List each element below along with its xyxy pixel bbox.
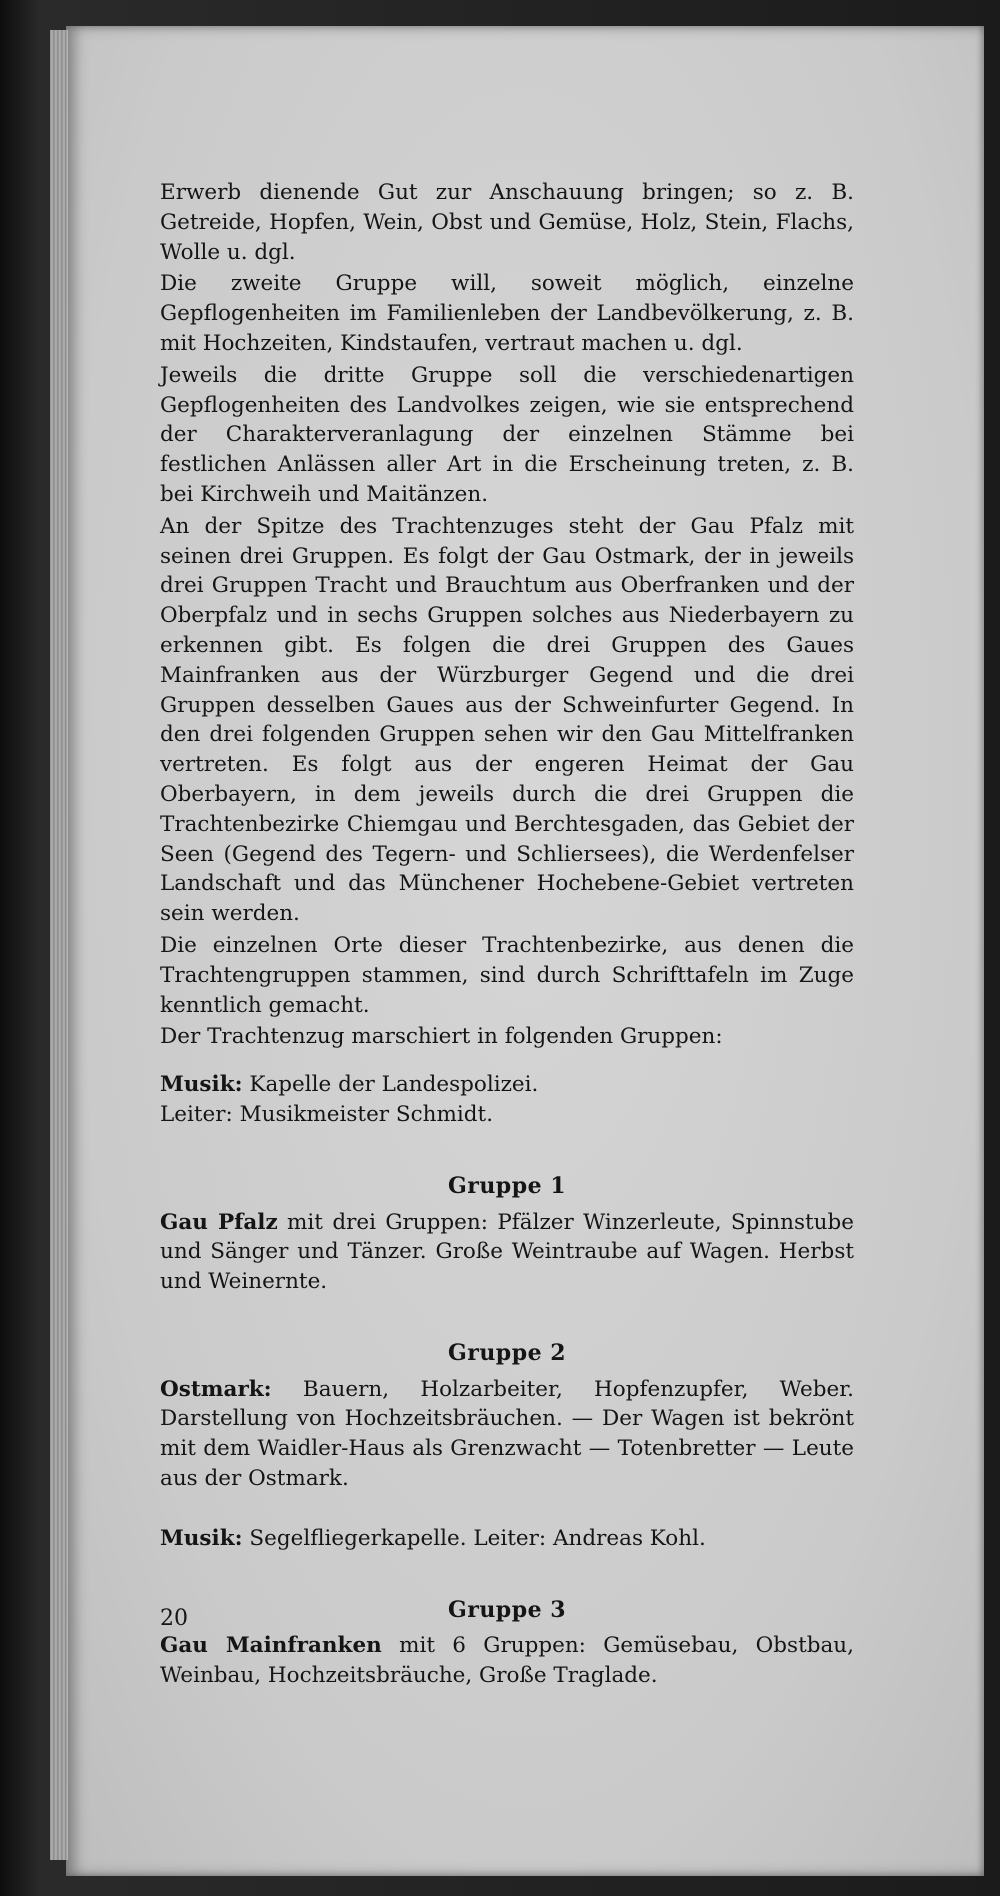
- music-text-2: Segelfliegerkapelle. Leiter: Andreas Kohl.: [249, 1525, 706, 1551]
- group-heading-3: Gruppe 3: [447, 1596, 567, 1623]
- music-label: Musik:: [160, 1072, 243, 1098]
- paragraph-4: An der Spitze des Trachtenzuges steht der Gau Pfalz mit seinen drei Gruppen. Es folgt der Gau Ostmark, der in jeweils drei Gruppen Tracht und Brauchtum aus Oberfranken und der Oberpfalz und in sechs Gruppen solches aus Niederbayern zu erkennen gibt. Es folgen die drei Gruppen des Gaues Mainfranken aus der Würzburger Gegend und die drei Gruppen desselben Gaues aus der Schweinfurter Gegend. In den drei folgenden Gruppen sehen wir den Gau Mittelfranken vertreten. Es folgt aus der engeren Heimat der Gau Oberbayern, in dem jeweils durch die drei Gruppen die Trachtenbezirke Chiemgau und Berchtesgaden, das Gebiet der Seen (Gegend des Tegern- und Schliersees), die Werdenfelser Landschaft und das Münchener Hochebene-Gebiet vertreten sein werden.: [160, 513, 854, 927]
- group-2-body: Bauern, Holzarbeiter, Hopfenzupfer, Weber. Darstellung von Hochzeitsbräuchen. — Der Wagen ist bekrönt mit dem Waidler-Haus als Grenzwacht — Totenbretter — Leute aus der Ostmark.: [160, 1376, 854, 1492]
- leader-line: [160, 1100, 854, 1130]
- group-1-body: mit drei Gruppen: Pfälzer Winzerleute, Spinnstube und Sänger und Tänzer. Große Weintraube auf Wagen. Herbst und Weinernte.: [160, 1209, 854, 1295]
- group-3-text: [160, 1631, 854, 1691]
- group-3-body: mit 6 Gruppen: Gemüsebau, Obstbau, Weinbau, Hochzeitsbräuche, Große Traglade.: [160, 1633, 854, 1689]
- page-edge-stack: [50, 30, 68, 1860]
- paragraph-6: Der Trachtenzug marschiert in folgenden Gruppen:: [160, 1024, 723, 1050]
- music-line: [160, 1070, 854, 1100]
- group-heading-1: Gruppe 1: [447, 1172, 567, 1199]
- paragraph-1: Erwerb dienende Gut zur Anschauung bringen; so z. B. Getreide, Hopfen, Wein, Obst und Gemüse, Holz, Stein, Flachs, Wolle u. dgl.: [160, 180, 854, 265]
- page-body: [160, 178, 854, 1693]
- group-2-lead: Ostmark:: [160, 1376, 272, 1402]
- leader-label: Leiter:: [160, 1101, 233, 1127]
- group-heading-2: Gruppe 2: [447, 1339, 567, 1366]
- music-block-2: [160, 1524, 854, 1554]
- paragraph-3: Jeweils die dritte Gruppe soll die verschiedenartigen Gepflogenheiten des Landvolkes zeigen, wie sie entsprechend der Charakterveranlagung der einzelnen Stämme bei festlichen Anlässen aller Art in die Erscheinung treten, z. B. bei Kirchweih und Maitänzen.: [160, 362, 854, 507]
- music-label-2: Musik:: [160, 1525, 243, 1551]
- group-1-lead: Gau Pfalz: [160, 1209, 278, 1235]
- music-block-1: [160, 1070, 854, 1130]
- group-3-lead: Gau Mainfranken: [160, 1633, 382, 1659]
- page-number: 20: [160, 1606, 188, 1631]
- music-line-2: [160, 1524, 854, 1554]
- paragraph-2: Die zweite Gruppe will, soweit möglich, einzelne Gepflogenheiten im Familienleben der Landbevölkerung, z. B. mit Hochzeiten, Kindstaufen, vertraut machen u. dgl.: [160, 271, 854, 356]
- group-2-text: [160, 1375, 854, 1494]
- group-1-text: [160, 1208, 854, 1297]
- paragraph-5: Die einzelnen Orte dieser Trachtenbezirke, aus denen die Trachtengruppen stammen, sind durch Schrifttafeln im Zuge kenntlich gemacht.: [160, 932, 854, 1018]
- music-text: Kapelle der Landespolizei.: [249, 1072, 539, 1098]
- leader-text: Musikmeister Schmidt.: [239, 1101, 494, 1127]
